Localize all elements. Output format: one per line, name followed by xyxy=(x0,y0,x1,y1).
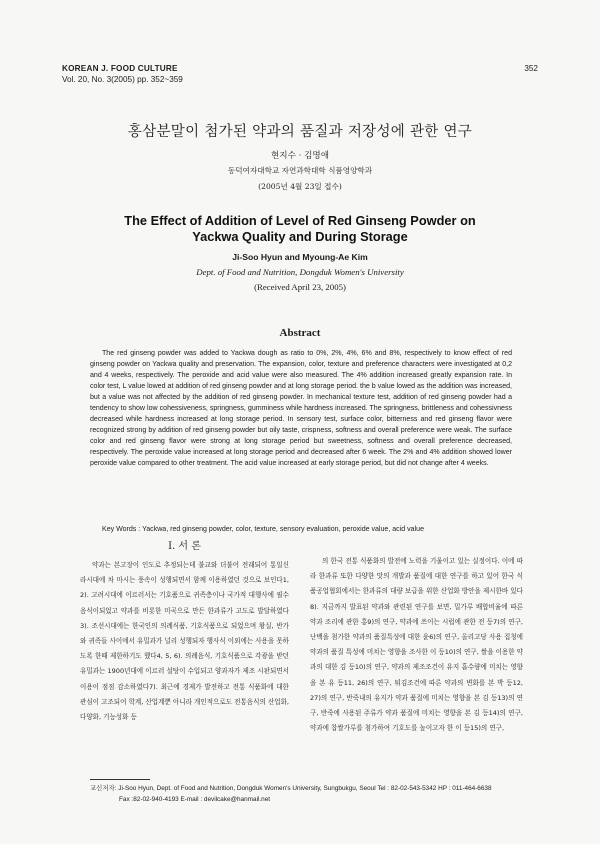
right-column-paragraph: 의 한국 전통 식품화의 발전에 노력을 기울이고 있는 실정이다. 이에 따라 한과류 또한 다양한 맛의 개발과 품질에 대한 연구를 하고 있어 한국 식품공업협회에서는 한과류의 대량 보급을 위한 산업화 방안을 제시한바 있다8). 지금까지 발표된 약과와 관련된 연구를 보면, 밀가루 배합비율에 따른 약과 조리에 관한 홍9)의 연구, 약과에 쓰이는 시럽에 관한 전 등7)의 연구, 난백을 첨가한 약과의 품질특성에 대한 윤6)의 연구, 올리고당 사용 집청에 약과의 품질 특성에 미치는 영향을 조사한 이 등10)의 연구, 쌀을 이용한 약과의 대한 김 등10)의 연구, 약과의 제조조건이 유지 흡수량에 미치는 영향을 본 유 등11, 26)의 연구, 튀김조건에 따른 약과의 변화를 본 박 등12, 27)의 연구, 반죽내의 유지가 약과 품질에 미치는 영향을 본 김 등13)의 연구, 반죽에 사용된 주류가 약과 품질에 미치는 영향을 본 김 등14)의 연구, 약과에 찹쌀가루를 첨가하여 기호도를 높이고자 한 이 등15)의 연구, xyxy=(310,557,523,733)
journal-name: KOREAN J. FOOD CULTURE xyxy=(62,64,178,73)
corresponding-author-footnote xyxy=(90,783,530,805)
footnote-line2: Fax :82-02-940-4193 E-mail : devilcake@hanmail.net xyxy=(119,796,271,803)
footnote-line1: 교신저자: Ji-Soo Hyun, Dept. of Food and Nutrition, Dongduk Women's University, Sungbukgu, Seoul Tel : 82-02-543-5342 HP : 011-464-6638 xyxy=(90,785,492,792)
english-title-line2: Yackwa Quality and During Storage xyxy=(192,229,408,244)
footnote-divider xyxy=(90,779,150,780)
english-title-line1: The Effect of Addition of Level of Red Ginseng Powder on xyxy=(124,213,476,228)
page-number: 352 xyxy=(524,64,538,73)
body-right-column xyxy=(310,554,523,736)
english-received-date: (Received April 23, 2005) xyxy=(254,282,346,292)
korean-authors: 현지수 · 김명애 xyxy=(270,151,329,161)
korean-affiliation: 동덕여자대학교 자연과학대학 식품영양학과 xyxy=(227,166,373,175)
abstract-heading: Abstract xyxy=(279,327,321,339)
english-affiliation: Dept. of Food and Nutrition, Dongduk Women's University xyxy=(196,267,404,277)
korean-received-date: (2005년 4월 23일 접수) xyxy=(258,182,342,191)
journal-header xyxy=(62,63,183,85)
volume-info: Vol. 20, No. 3(2005) pp. 352~359 xyxy=(62,75,183,84)
english-authors: Ji-Soo Hyun and Myoung-Ae Kim xyxy=(232,252,368,262)
english-title xyxy=(0,213,600,245)
abstract-text: The red ginseng powder was added to Yackwa dough as ratio to 0%, 2%, 4%, 6% and 8%, respectively to know effect of red ginseng powder on Yackwa quality and preservation. The expansion, color, texture and preference characters were investigated at 0,2 and 4 weeks, respectively. The peroxide and acid value were also measured. The 4% addition increased greatly expansion rate. In color test, L value lowed at addition of red ginseng powder and at long storage period. the b value lowed as the addition was increased, but a value was not affected by the addition of red ginseng powder. In mechanical texture test, addition of red ginseng powder had a tendency to show low cohessiveness, springness, gumminess while hardness increased. The springness, brittleness and cohessivness decreased while hardness increased at long storage period. In sensory test, surface color, bitterness and red ginseng flavor were recognized strong by addition of red ginseng powder but oily taste, crispness, softness and overall preference were weak. The surface color and red ginseng flavor were strong at long storage period but sweetness, softness and overall preference decreased, respectively. The peroxide value increased at long storage period and decreased after 6 week. The 2% and 4% addition showed lower peroxide value compared to other treatment. The acid value increased at early storage period, but did not change after 4 weeks. xyxy=(90,350,512,467)
left-column-paragraph: 약과는 본고장이 인도로 추정되는데 불교와 더불어 전래되어 통일신라시대에 차 마시는 풍속이 성행되면서 함께 이용하였던 것으로 보인다1, 2). 고려시대에 이르러서는 기호품으로 귀족층이나 국가적 대행사에 필수음식이되었고 약과를 비롯한 미곡으로 만든 한과류가 고도로 발달하였다3). 조선시대에는 한국인의 의례식품, 기호식품으로 되었으며 왕실, 반가와 귀족들 사이에서 유밀과가 널리 성행되자 행사식 이외에는 사용을 못하도록 한때 제한하기도 했다4, 5, 6). 의례음식, 기호식품으로 각광을 받던 유밀과는 1900년대에 이르러 설탕이 수입되고 양과자가 제조 시판되면서 이용이 점점 감소하였다7). 최근에 경제가 발전하고 전통 식품화에 대한 관심이 고조되어 학계, 산업계뿐 아니라 개인적으로도 전통음식의 산업화, 다양화, 기능성화 등 xyxy=(80,561,289,722)
keywords: Key Words : Yackwa, red ginseng powder, color, texture, sensory evaluation, peroxide value, acid value xyxy=(102,526,424,533)
body-left-column xyxy=(80,540,289,725)
section-heading-introduction: I. 서 론 xyxy=(168,541,201,552)
korean-title: 홍삼분말이 첨가된 약과의 품질과 저장성에 관한 연구 xyxy=(127,124,473,140)
